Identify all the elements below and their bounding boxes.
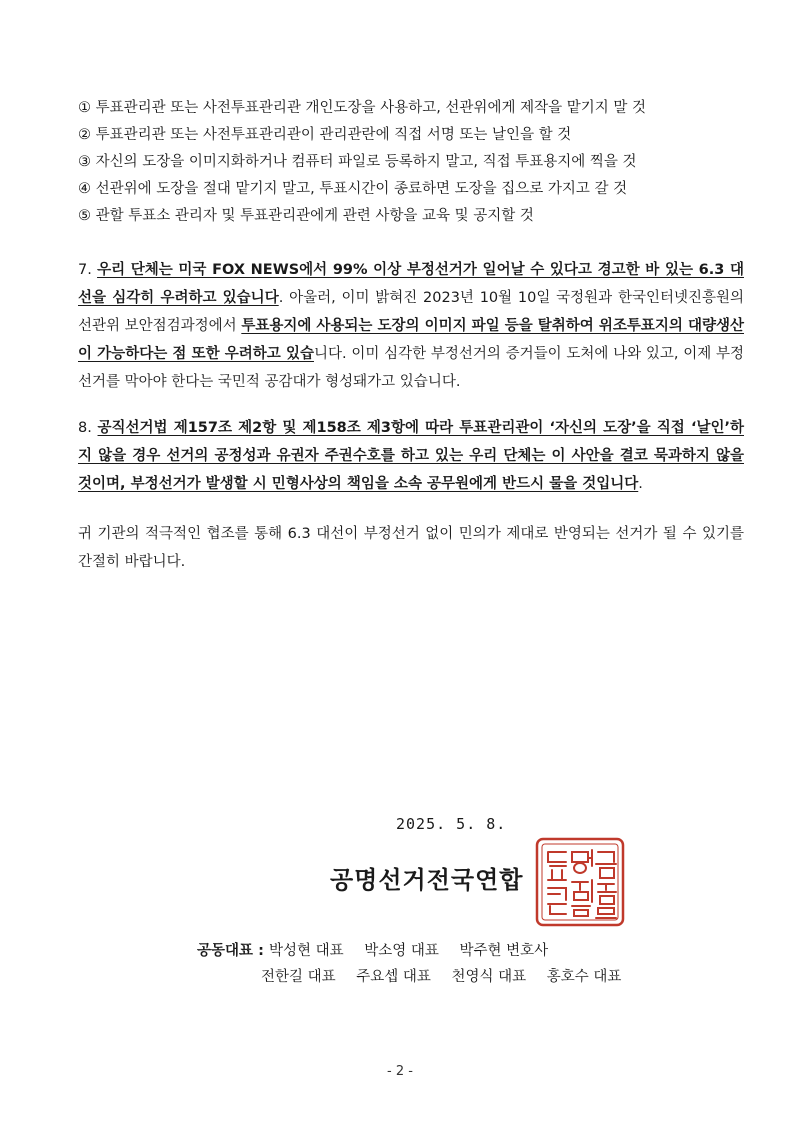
paragraph-8 — [78, 414, 744, 498]
paragraph-number: 8. — [78, 420, 98, 436]
body-text: . 아울러, 이미 밝혀진 2023년 10월 10일 국정원과 한국인터넷진흥원의 선관위 보안점검과정에서 — [78, 290, 745, 334]
representative-name: 박소영 대표 — [364, 943, 439, 959]
instruction-list — [78, 95, 738, 230]
body-text: . — [638, 476, 643, 492]
co-representatives — [197, 938, 637, 990]
list-item: ⑤ 관할 투표소 관리자 및 투표관리관에게 관련 사항을 교육 및 공지할 것 — [78, 208, 534, 224]
list-item: ③ 자신의 도장을 이미지화하거나 컴퓨터 파일로 등록하지 말고, 직접 투표용지에 찍을 것 — [78, 154, 637, 170]
paragraph-number: 7. — [78, 262, 98, 278]
representative-name: 전한길 대표 — [261, 969, 336, 985]
co-representatives-label: 공동대표 : — [197, 943, 269, 959]
list-item: ② 투표관리관 또는 사전투표관리관이 관리관란에 직접 서명 또는 날인을 할 것 — [78, 127, 572, 143]
closing-paragraph: 귀 기관의 적극적인 협조를 통해 6.3 대선이 부정선거 없이 민의가 제대로 반영되는 선거가 될 수 있기를 간절히 바랍니다. — [78, 526, 744, 570]
list-item: ④ 선관위에 도장을 절대 맡기지 말고, 투표시간이 종료하면 도장을 집으로 가지고 갈 것 — [78, 181, 628, 197]
body-text: 니다. 이미 심각한 부정선거의 증거들이 도처에 나와 있고, 이제 부정선거를 막아야 한다는 국민적 공감대가 형성돼가고 있습니다. — [78, 346, 744, 390]
representative-name: 홍호수 대표 — [546, 969, 622, 985]
paragraph-7 — [78, 256, 744, 396]
underlined-text: 우리 단체는 미국 FOX NEWS에서 99% 이상 부정선거가 일어날 수 있다고 경고한 바 있는 6.3 대선을 심각히 우려하고 있습니다 — [78, 262, 744, 306]
representative-name: 주요셉 대표 — [356, 969, 431, 985]
organization-seal — [534, 836, 626, 928]
organization-name: 공명선거전국연합 — [330, 866, 524, 894]
representative-name: 천영식 대표 — [451, 969, 527, 985]
document-date: 2025. 5. 8. — [396, 815, 507, 833]
representative-name: 박주현 변호사 — [459, 943, 549, 959]
page-number: - 2 - — [387, 1064, 413, 1079]
underlined-text: 투표용지에 사용되는 도장의 이미지 파일 등을 탈취하여 위조투표지의 대량생산이 가능하다는 점 또한 우려하고 있습 — [78, 318, 744, 362]
underlined-text: 공직선거법 제157조 제2항 및 제158조 제3항에 따라 투표관리관이 ‘자신의 도장’을 직접 ‘날인’하지 않을 경우 선거의 공정성과 유권자 주권수호를 하고 있는 우리 단체는 이 사안을 결코 묵과하지 않을 것이며, 부정선거가 발생할 시 민형사상의 책임을 소속 공무원에게 반드시 물을 것입니다 — [78, 420, 744, 492]
list-item: ① 투표관리관 또는 사전투표관리관 개인도장을 사용하고, 선관위에게 제작을 맡기지 말 것 — [78, 100, 646, 116]
representative-name: 박성현 대표 — [268, 943, 344, 959]
